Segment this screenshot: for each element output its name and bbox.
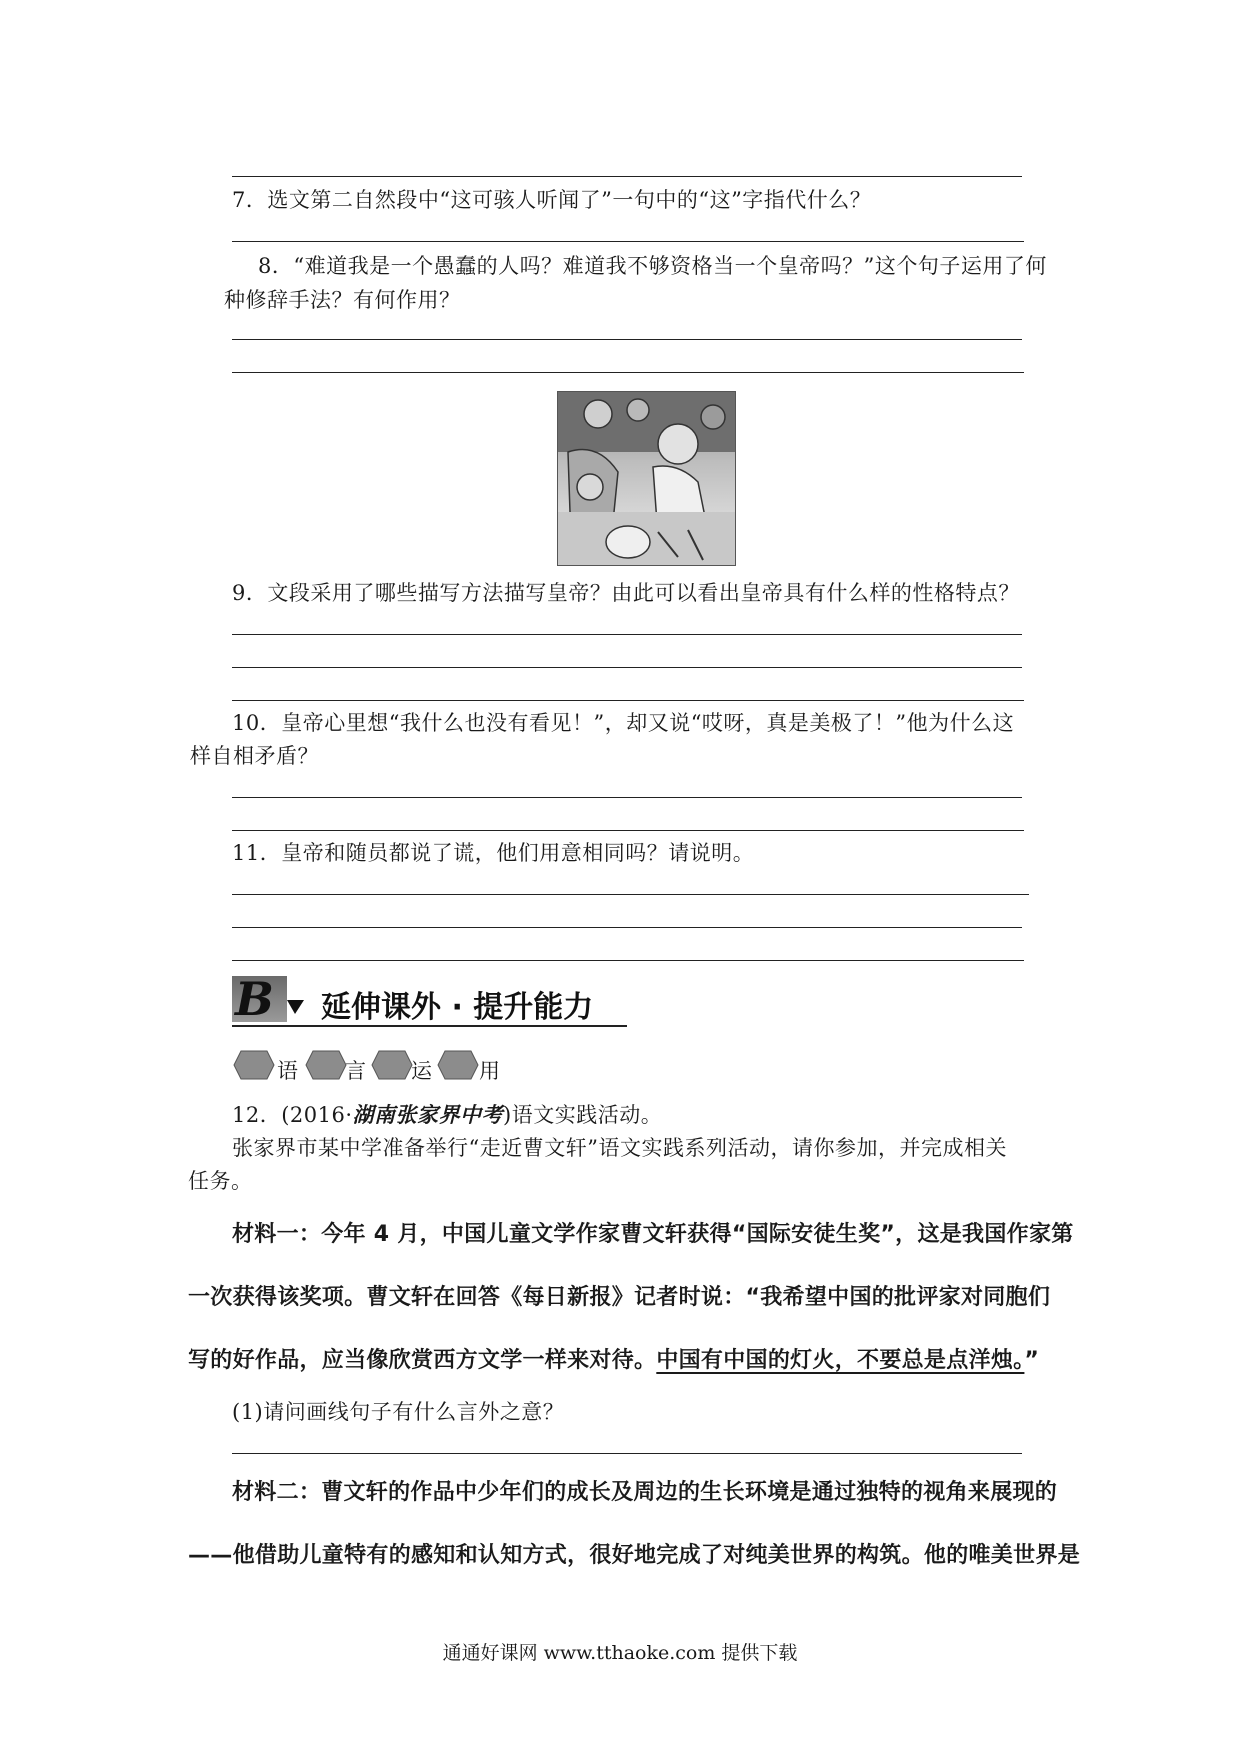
answer-line bbox=[232, 339, 1022, 340]
question-12-intro-line1: 张家界市某中学准备举行“走近曹文轩”语文实践系列活动，请你参加，并完成相关 bbox=[232, 1136, 1007, 1160]
question-12-number: 12．(2016· bbox=[232, 1103, 353, 1127]
answer-line bbox=[232, 634, 1022, 635]
answer-line bbox=[232, 372, 1024, 373]
question-9: 9．文段采用了哪些描写方法描写皇帝？由此可以看出皇帝具有什么样的性格特点？ bbox=[232, 581, 1020, 605]
answer-line bbox=[232, 830, 1024, 831]
question-12-source: 湖南张家界中考 bbox=[352, 1102, 504, 1127]
answer-line bbox=[232, 927, 1022, 928]
question-10-line1: 10．皇帝心里想“我什么也没有看见！”，却又说“哎呀，真是美极了！”他为什么这 bbox=[232, 711, 1015, 735]
material-1-line2: 一次获得该奖项。曹文轩在回答《每日新报》记者时说：“我希望中国的批评家对同胞们 bbox=[188, 1285, 1051, 1310]
answer-line bbox=[232, 667, 1022, 668]
emperor-parade-illustration bbox=[557, 391, 736, 566]
question-10-line2: 样自相矛盾？ bbox=[190, 744, 319, 768]
underlined-sentence: 中国有中国的灯火，不要总是点洋烛。 bbox=[656, 1348, 1025, 1373]
subsection-char: 运 bbox=[411, 1059, 432, 1083]
section-title: 延伸课外 · 提升能力 bbox=[321, 990, 594, 1025]
question-8-line1: 8．“难道我是一个愚蠢的人吗？难道我不够资格当一个皇帝吗？”这个句子运用了何 bbox=[258, 254, 1047, 278]
question-11: 11．皇帝和随员都说了谎，他们用意相同吗？请说明。 bbox=[232, 841, 755, 865]
answer-line bbox=[232, 894, 1029, 895]
question-12-header bbox=[232, 1100, 662, 1130]
material-1-line1: 材料一：今年 4 月，中国儿童文学作家曹文轩获得“国际安徒生奖”，这是我国作家第 bbox=[232, 1222, 1074, 1247]
subsection-char: 语 bbox=[277, 1059, 298, 1083]
answer-line bbox=[232, 241, 1024, 242]
hexagon-icon bbox=[233, 1050, 275, 1080]
question-7: 7．选文第二自然段中“这可骇人听闻了”一句中的“这”字指代什么？ bbox=[232, 188, 872, 212]
answer-line bbox=[232, 960, 1024, 961]
answer-line bbox=[232, 176, 1022, 177]
question-12-tail: )语文实践活动。 bbox=[503, 1103, 663, 1127]
sub-question-1: (1)请问画线句子有什么言外之意？ bbox=[232, 1400, 565, 1424]
material-1-line3 bbox=[188, 1346, 1039, 1376]
page-footer: 通通好课网 www.tthaoke.com 提供下载 bbox=[442, 1642, 798, 1664]
question-8-line2: 种修辞手法？有何作用？ bbox=[224, 288, 461, 312]
section-letter: B bbox=[235, 972, 274, 1026]
question-12-intro-line2: 任务。 bbox=[188, 1169, 253, 1193]
material-1-text: 写的好作品，应当像欣赏西方文学一样来对待。 bbox=[188, 1348, 657, 1373]
material-2-line1: 材料二：曹文轩的作品中少年们的成长及周边的生长环境是通过独特的视角来展现的 bbox=[232, 1480, 1058, 1505]
answer-line bbox=[232, 1453, 1022, 1454]
answer-line bbox=[232, 700, 1024, 701]
hexagon-icon bbox=[305, 1050, 347, 1080]
subsection-char: 言 bbox=[345, 1059, 366, 1083]
material-2-line2: ——他借助儿童特有的感知和认知方式，很好地完成了对纯美世界的构筑。他的唯美世界是 bbox=[188, 1543, 1081, 1568]
answer-line bbox=[232, 797, 1022, 798]
section-banner bbox=[232, 974, 627, 1029]
hexagon-icon bbox=[371, 1050, 413, 1080]
subsection-char: 用 bbox=[479, 1059, 500, 1083]
hexagon-icon bbox=[437, 1050, 479, 1080]
closing-quote: ” bbox=[1024, 1348, 1040, 1373]
